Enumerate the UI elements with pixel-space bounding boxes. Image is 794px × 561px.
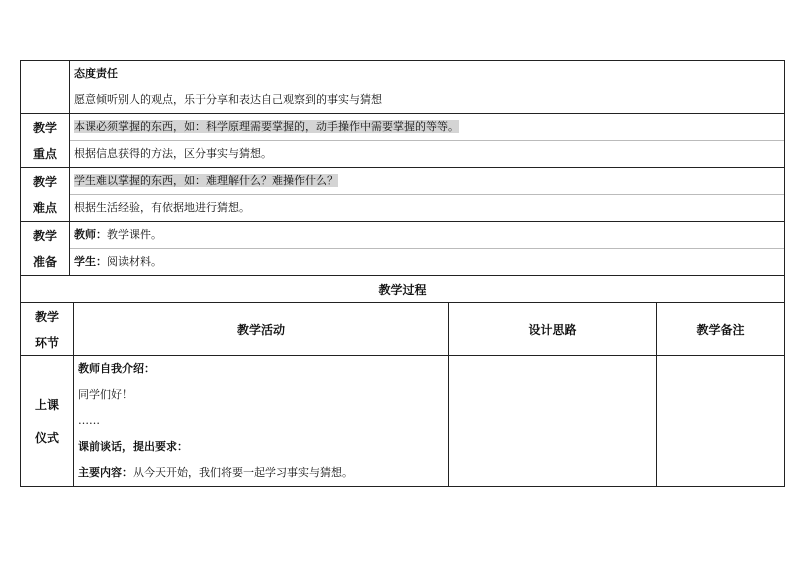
teacher-label: 教师： [74, 228, 107, 241]
student-text: 阅读材料。 [107, 255, 162, 268]
attitude-text: 愿意倾听别人的观点，乐于分享和表达自己观察到的事实与猜想 [74, 93, 382, 106]
preparation-row [21, 221, 784, 275]
ceremony-label-1: 上课 [34, 398, 59, 412]
header-section-1: 教学 [34, 309, 59, 324]
preparation-student [70, 248, 784, 275]
main-label: 主要内容： [78, 466, 133, 479]
greeting: 同学们好！ [78, 388, 133, 401]
preparation-label-2: 准备 [32, 255, 57, 270]
difficulties-label-1: 教学 [32, 174, 57, 189]
preparation-label-1: 教学 [32, 228, 57, 243]
difficulties-content [70, 168, 784, 221]
header-design: 设计思路 [449, 303, 657, 355]
header-notes: 教学备注 [696, 322, 745, 337]
preparation-teacher [70, 222, 784, 248]
key-points-label-1: 教学 [32, 120, 57, 135]
ceremony-label-2: 仪式 [34, 431, 59, 445]
header-section-2: 环节 [34, 335, 59, 350]
header-section [21, 303, 74, 355]
difficulties-label-2: 难点 [32, 201, 57, 216]
ceremony-design [449, 356, 657, 486]
ceremony-activity [74, 356, 449, 486]
difficulties-label [21, 168, 70, 221]
preparation-label [21, 222, 70, 275]
attitude-label-cell [21, 61, 70, 113]
difficulties-line-1: 学生难以掌握的东西，如：难理解什么？难操作什么？ [74, 174, 338, 187]
lesson-plan-table [20, 60, 785, 487]
key-points-row [21, 113, 784, 167]
teacher-text: 教学课件。 [107, 228, 162, 241]
header-activity: 教学活动 [74, 303, 449, 355]
main-content [74, 460, 448, 486]
ceremony-notes [657, 356, 784, 486]
process-title-row [21, 275, 784, 302]
key-points-line-1: 本课必须掌握的东西，如：科学原理需要掌握的，动手操作中需要掌握的等等。 [74, 120, 459, 133]
ellipsis: …… [78, 414, 100, 427]
ceremony-row [21, 355, 784, 486]
talk-heading: 课前谈话，提出要求： [78, 440, 188, 453]
attitude-content [70, 61, 784, 113]
main-text: 从今天开始，我们将要一起学习事实与猜想。 [133, 466, 353, 479]
key-points-label-2: 重点 [32, 147, 57, 162]
preparation-content [70, 222, 784, 275]
key-points-content [70, 114, 784, 167]
key-points-label [21, 114, 70, 167]
process-header-row [21, 302, 784, 355]
process-title: 教学过程 [378, 282, 427, 297]
intro-heading: 教师自我介绍： [78, 362, 155, 375]
student-label: 学生： [74, 255, 107, 268]
attitude-row [21, 61, 784, 113]
difficulties-line-2: 根据生活经验，有依据地进行猜想。 [70, 194, 784, 221]
ceremony-label [21, 356, 74, 486]
key-points-line-2: 根据信息获得的方法，区分事实与猜想。 [70, 140, 784, 167]
difficulties-row [21, 167, 784, 221]
attitude-title: 态度责任 [74, 67, 118, 80]
